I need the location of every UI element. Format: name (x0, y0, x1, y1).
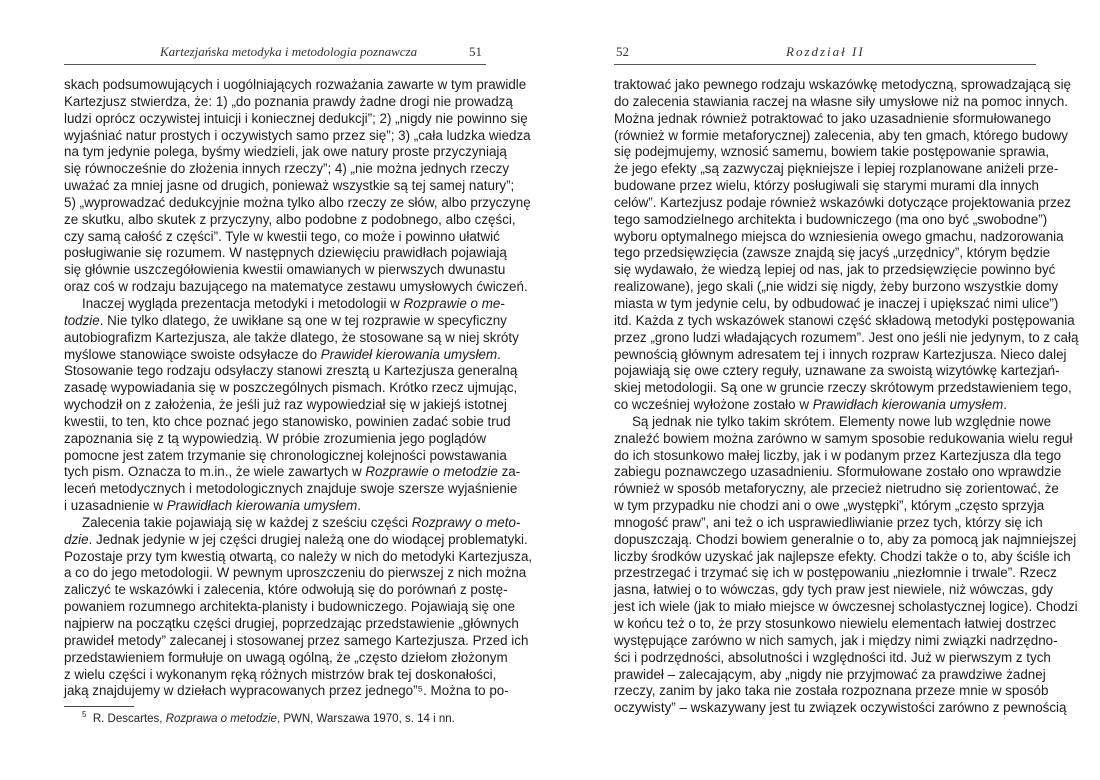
text-line: traktować jako pewnego rodzaju wskazówkę metodyczną, sprowadzającą się (614, 77, 1072, 92)
text-line: mnogość praw”, ani też o ich usprawiedliwianie przez tych, którzy się ich (614, 514, 1043, 530)
body-text-left (64, 77, 533, 700)
page-number: 52 (616, 44, 629, 59)
text-line: leceń metodycznych i metodologicznych znajduje swoje szersze wyjaśnienie (64, 481, 518, 497)
text-line: dopuszczają. Chodzi bowiem generalnie o to, aby za pomocą jak najmniejszej (614, 531, 1077, 547)
text-line: tego przedsięwzięcia (zawsze znajdą się jacyś „urzędnicy”, którym będzie (614, 245, 1051, 261)
text-line: liczby środków uzyskać jak najlepsze efekty. Chodzi także o to, aby ściśle ich (614, 548, 1071, 564)
text-line: zapoznania się z tą wypowiedzią. W próbie zrozumienia jego poglądów (64, 430, 486, 446)
text-line: się podejmujemy, wznosić samemu, bowiem takie postępowanie sprawia, (614, 144, 1050, 160)
text-line: oczywisty” – wskazywany jest tu związek oczywistości zarówno z pewnością (614, 700, 1067, 716)
text-line: kwestii, to ten, kto chce poznać jego stanowisko, powinien zadać sobie trud (64, 413, 511, 429)
text-line: wychodził on z założenia, że jeśli już raz wypowiedział się w jakiejś istotnej (64, 397, 507, 413)
text-line: pewnością głównym adresatem tej i innych rozpraw Kartezjusza. Nieco dalej (614, 346, 1067, 362)
text-line: oraz coś w rodzaju bazującego na matematyce zestawu umysłowych ćwiczeń. (64, 279, 528, 295)
text-line: czy samą całość z części”. Tyle w kwestii tego, co może i powinno ułatwić (64, 228, 500, 244)
text-line: myślowe stanowiące swoiste odsyłacze do Prawideł kierowania umysłem. (64, 346, 501, 362)
text-line: ze skutku, albo skutek z przyczyny, albo podobne z podobnego, albo części, (64, 211, 516, 227)
text-line: powaniem rozumnego architekta-planisty i budowniczego. Pojawiają się one (64, 599, 516, 615)
header-title: Rozdział II (786, 44, 865, 59)
header-title: Kartezjańska metodyka i metodologia poznawcza (160, 44, 418, 59)
text-line: Zalecenia takie pojawiają się w każdej z sześciu części Rozprawy o meto- (82, 514, 521, 530)
text-line: realizowane), jego skali („nie widzi się nigdy, żeby burzono wszystkie domy (614, 279, 1059, 295)
body-text-right (614, 77, 1079, 717)
text-line: prawideł metody” zalecanej i stosowanej przez samego Kartezjusza. Przed ich (64, 632, 529, 648)
text-line: prawideł – zalecającym, aby „nigdy nie przyjmować za prawdziwe żadnej (614, 666, 1046, 682)
text-line: Są jednak nie tylko takim skrótem. Elementy nowe lub względnie nowe (632, 413, 1052, 429)
text-line: w końcu też o to, że przy stosunkowo niewielu elementach łatwiej dostrzec (614, 616, 1057, 631)
text-line: skach podsumowujących i uogólniających rozważania zawarte w tym prawidle (64, 77, 527, 92)
text-line: Inaczej wygląda prezentacja metodyki i metodologii w Rozprawie o me- (82, 295, 505, 311)
footnote-rule (64, 706, 134, 707)
text-line: tego samodzielnego architekta i budowniczego (ma ono być „swobodne”) (614, 211, 1048, 227)
text-line: zaliczyć te wskazówki i zalecenia, które odwołują się do porównań z postę- (64, 582, 508, 598)
text-line: zasadę wypowiadania się w poszczególnych pismach. Krótko rzecz ujmując, (64, 380, 518, 396)
text-line: pojawiają się owe cztery reguły, uznawane za swoistą wizytówkę kartezjań- (614, 363, 1060, 379)
text-line: występujące zarówno w nich samych, jak i między nimi związki nadrzędno- (614, 632, 1058, 648)
footnote (82, 710, 455, 725)
footnote-cited-title: Rozprawa o metodzie (165, 712, 277, 725)
text-line: znaleźć bowiem można zarówno w samym sposobie redukowania wielu reguł (614, 430, 1073, 446)
text-line: najpierw na początku części drugiej, poprzedzając przedstawienie „głównych (64, 616, 519, 631)
text-line: tych pism. Oznacza to m.in., że wiele zawartych w Rozprawie o metodzie za- (64, 464, 521, 480)
text-line: skiej metodologii. Są one w gruncie rzeczy skrótowym przedstawieniem tego, (614, 380, 1072, 396)
text-line: todzie. Nie tylko dlatego, że uwikłane są one w tej rozprawie w specyficzny (64, 312, 507, 328)
footnote-mark: 5 (82, 710, 87, 719)
page-number: 51 (469, 44, 482, 59)
text-line: jaką znajdujemy w dziełach wypracowanych przez jednego”⁵. Można to po- (64, 683, 509, 699)
text-line: wyboru optymalnego miejsca do wzniesienia owego gmachu, nadzorowania (614, 228, 1064, 244)
text-line: jasna, łatwiej o to wówczas, gdy tych praw jest niewiele, niż wówczas, gdy (614, 582, 1054, 598)
text-line: miasta w tym jedynie celu, by odbudować je inaczej i upiększać nimi ulice”) (614, 295, 1059, 311)
text-line: przedstawieniem formułuje on uwagą ogólną, że „często dziełom złożonym (64, 649, 508, 665)
text-line: wyjaśniać natur prostych i oczywistych samo przez się”; 3) „cała ludzka wiedza (64, 127, 531, 143)
text-line: Kartezjusz stwierdza, że: 1) „do poznania prawdy żadne drogi nie prowadzą (64, 93, 513, 109)
text-line: celów”. Kartezjusz podaje również wskazówki dotyczące projektowania przez (614, 194, 1071, 210)
text-line: (również w formie metaforycznej) zalecenia, aby ten gmach, którego budowy (614, 127, 1069, 143)
text-line: itd. Każda z tych wskazówek stanowi część składową metodyki postępowania (614, 312, 1075, 328)
text-line: się równocześnie do złożenia innych rzeczy”; 4) „nie można jednych rzeczy (64, 161, 510, 177)
footnote-text-end: , PWN, Warszawa 1970, s. 14 i nn. (276, 712, 455, 725)
text-line: posługiwanie się rozumem. W następnych dziewięciu prawidłach pojawiają (64, 245, 507, 261)
text-line: do zalecenia stawiania raczej na własne siły umysłowe niż na pomoc innych. (614, 93, 1069, 109)
text-line: z wielu części i wykonanym ręką różnych mistrzów brak tej doskonałości, (64, 666, 497, 682)
text-line: w tym przypadku nie chodzi ani o owe „występki”, którym „często sprzyja (614, 498, 1045, 514)
right-page (550, 0, 1100, 780)
text-line: przez „grono ludzi władających rozumem”. Jest ono jeśli nie jedynym, to z całą (614, 329, 1079, 345)
running-header-left (64, 42, 486, 65)
text-line: budowane przez wielu, którzy posługiwali się starymi murami dla innych (614, 178, 1039, 194)
text-line: a co do jego metodologii. W pewnym uproszczeniu do pierwszej z nich można (64, 565, 527, 581)
text-line: że jego efekty „są zazwyczaj piękniejsze i lepiej rozplanowane aniżeli prze- (614, 161, 1059, 177)
text-line: się wydawało, że wiedzą lepiej od nas, jak to przedsięwzięcie powinno być (614, 262, 1056, 278)
text-line: również w sposób metaforyczny, ale przecież nietrudno się zorientować, że (614, 481, 1059, 497)
text-line: Można jednak również potraktować to jako uzasadnienie sformułowanego (614, 110, 1051, 126)
text-line: do ich stosunkowo małej liczby, jak i w podanym przez Kartezjusza dla tego (614, 447, 1062, 463)
text-line: 5) „wyprowadzać dedukcyjnie można tylko albo rzeczy ze słów, albo przyczynę (64, 194, 531, 210)
text-line: uważać za mniej jasne od drugich, ponieważ wszystkie są tej samej natury”; (64, 178, 515, 194)
text-line: autobiografizm Kartezjusza, ale także dlatego, że stosowane są w niej skróty (64, 329, 519, 345)
text-line: się głównie uszczegółowienia kwestii omawianych w pierwszych dwunastu (64, 262, 506, 278)
footnote-text: R. Descartes, (92, 712, 166, 725)
text-line: ludzi oprócz oczywistej intuicji i koniecznej dedukcji”; 2) „nigdy nie powinno się (64, 110, 528, 126)
text-line: jest ich wiele (jak to miało miejsce w ówczesnej scholastycznej logice). Chodzi (614, 599, 1078, 615)
text-line: na tym jedynie polega, byśmy wiedzieli, jak owe natury proste przyczyniają (64, 144, 507, 160)
running-header-right (614, 42, 1036, 65)
text-line: co wcześniej wyłożone zostało w Prawidłach kierowania umysłem. (614, 397, 1007, 413)
text-line: Stosowanie tego rodzaju odsyłaczy stanowi zresztą u Kartezjusza generalną (64, 363, 518, 379)
text-line: zabiegu poznawczego uzasadnieniu. Sformułowane zostało ono wprawdzie (614, 464, 1062, 480)
text-line: i uzasadnienie w Prawidłach kierowania umysłem. (64, 498, 361, 514)
text-line: Pozostaje przy tym kwestią otwartą, co należy w nich do metodyki Kartezjusza, (64, 548, 533, 564)
text-line: rzeczy, zanim by jako taka nie została rozpoznana przeze mnie w sposób (614, 683, 1049, 699)
text-line: ści i podrzędności, absolutności i względności itd. Już w pierwszym z tych (614, 649, 1051, 665)
text-line: przestrzegać i trzymać się ich w postępowaniu „niezłomnie i trwale”. Rzecz (614, 565, 1057, 581)
text-line: pomocne jest zatem trzymanie się chronologicznej kolejności powstawania (64, 447, 507, 463)
text-line: dzie. Jednak jedynie w jej części drugiej należą one do wiodącej problematyki. (64, 531, 528, 547)
